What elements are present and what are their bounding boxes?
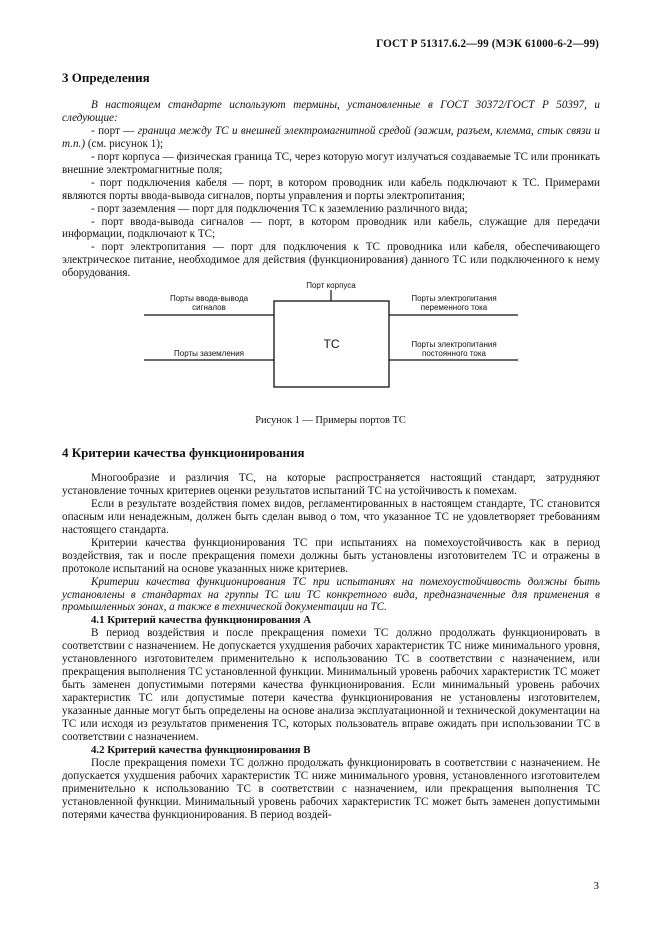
dc-power-port-label-line1: Порты электропитания [411,340,497,349]
definition-earth-port: - порт заземления — порт для подключения ТС к заземлению различного вида; [91,202,468,215]
definition-port-text: граница между ТС и внешней электромагнитной средой (зажим, разъем, клемма, стык связи и т.п.) [62,124,600,150]
section-4-heading: 4 Критерии качества функционирования [62,445,305,460]
definition-port-suffix: (см. рисунок 1); [85,137,164,150]
page-number: 3 [593,880,599,892]
criterion-a-title: 4.1 Критерий качества функционирования А [91,614,312,627]
definition-port-prefix: - порт — [91,124,138,137]
section-4 [62,447,600,822]
ac-power-port-label-line2: переменного тока [420,303,488,312]
definition-power-port: - порт электропитания — порт для подключения к ТС проводника или кабеля, обеспечивающего электрическое питание, необходимое для действия (функционирования) данного ТС или подключенного к нему оборудования. [62,241,600,280]
section-4-paragraph-4: Критерии качества функционирования ТС при испытаниях на помехоустойчивость должны быть установлены в стандартах на группы ТС или ТС конкретного вида, предназначенные для применения в промышленных зонах, а также в технической документации на ТС. [62,575,600,614]
signal-port-label-line2: сигналов [192,303,226,312]
section-3 [62,72,600,280]
definition-enclosure-port: - порт корпуса — физическая граница ТС, через которую могут излучаться создаваемые ТС или проникать внешние электромагнитные поля; [62,150,600,176]
section-3-heading: 3 Определения [62,70,150,85]
section-4-paragraph-3: Критерии качества функционирования ТС при испытаниях на помехоустойчивость как в период воздействия, так и после прекращения помехи должны быть установлены изготовителем ТС и отражены в протоколе испытаний на основе указанных ниже критериев. [62,536,600,575]
dc-power-port-label-line2: постоянного тока [422,349,486,358]
section-3-intro: В настоящем стандарте используют термины, установленные в ГОСТ 30372/ГОСТ Р 50397, и следующие: [62,98,600,124]
criterion-a-text: В период воздействия и после прекращения помехи ТС должно продолжать функционировать в соответствии с назначением. Не допускается ухудшения рабочих характеристик ТС ниже минимального уровня, установленного изготовителем применительно к использованию ТС в соответствии с назначением, или прекращения выполнения ТС установленной функции. Минимальный уровень рабочих характеристик ТС может быть заменен допустимыми потерями качества функционирования. Если минимальный уровень рабочих характеристик ТС или допустимые потери качества функционирования не установлены изготовителем, указанные данные могут быть определены на основе анализа эксплуатационной и технической документации на ТС или исходя из результатов применения ТС, которых пользователь вправе ожидать при использовании ТС в соответствии с назначением. [62,627,600,744]
earth-port-label: Порты заземления [174,349,244,358]
enclosure-port-label: Порт корпуса [306,281,356,290]
section-4-paragraph-1: Многообразие и различия ТС, на которые распространяется настоящий стандарт, затрудняют установление точных критериев оценки результатов испытаний ТС на устойчивость к помехам. [62,471,600,497]
definition-port [62,125,600,151]
document-header: ГОСТ Р 51317.6.2—99 (МЭК 61000-6-2—99) [376,38,599,50]
definition-signal-port: - порт ввода-вывода сигналов — порт, в котором проводник или кабель, служащие для передачи информации, подключают к ТС; [62,215,600,241]
figure-caption: Рисунок 1 — Примеры портов ТС [255,415,406,426]
section-4-paragraph-2: Если в результате воздействия помех видов, регламентированных в настоящем стандарте, ТС становится опасным или ненадежным, должен быть сделан вывод о том, что указанное ТС не удовлетворяет требованиям настоящего стандарта. [62,497,600,536]
criterion-b-text: После прекращения помехи ТС должно продолжать функционировать в соответствии с назначением. Не допускается ухудшения рабочих характеристик ТС ниже минимального уровня, установленного изготовителем применительно к использованию ТС в соответствии с назначением, или прекращения выполнения ТС установленной функции. Минимальный уровень рабочих характеристик ТС может быть заменен допустимыми потерями качества функционирования. В период воздей- [62,756,600,821]
ac-power-port-label-line1: Порты электропитания [411,294,497,303]
signal-port-label-line1: Порты ввода-вывода [169,294,249,303]
criterion-b-title: 4.2 Критерий качества функционирования В [91,743,311,756]
definition-cable-port: - порт подключения кабеля — порт, в котором проводник или кабель подключают к ТС. Примерами являются порты ввода-вывода сигналов, порты управления и порты электропитания; [62,176,600,202]
equipment-box-label: ТС [323,337,340,351]
figure-ports-diagram [140,282,520,392]
